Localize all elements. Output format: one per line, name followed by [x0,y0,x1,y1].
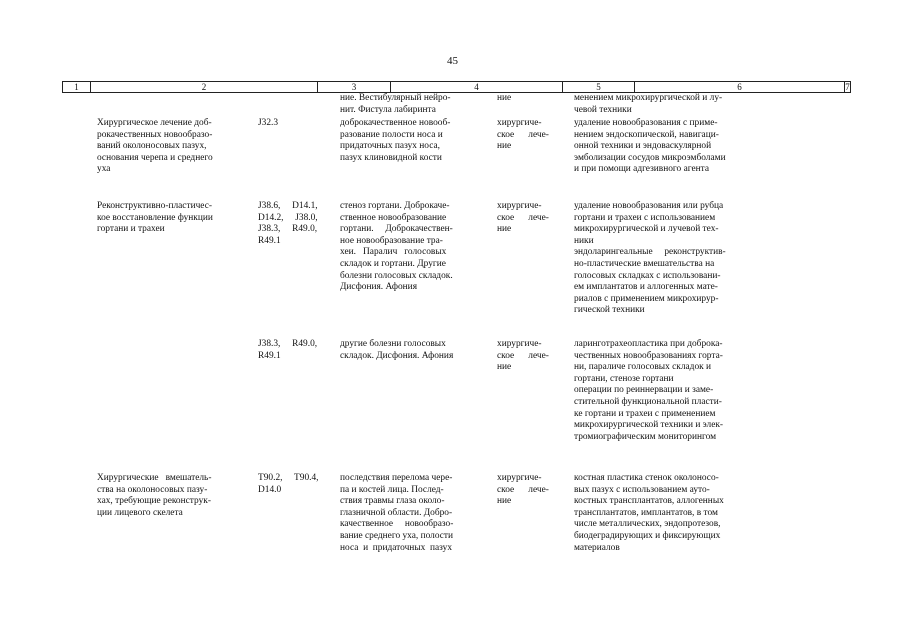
page-number: 45 [447,55,458,67]
header-cell-1: 1 [62,82,90,92]
cell-codes: J32.3 [258,118,279,128]
cell-codes: J38.3, R49.0, R49.1 [258,339,318,361]
cell-method: менением микрохирургической и лу- чевой техники [574,93,723,115]
table-header [62,81,851,93]
header-cell-7: 7 [845,82,850,92]
cell-diagnosis: доброкачественное новооб- разование полости носа и придаточных пазух носа, пазух клиновидной кости [340,118,451,163]
header-cell-2: 2 [90,82,317,92]
cell-treatment-type: хирургиче- ское лече- ние [497,473,549,507]
header-cell-4: 4 [390,82,562,92]
cell-diagnosis: ние. Вестибулярный нейро- нит. Фистула лабиринта [340,93,451,115]
header-cell-6: 6 [634,82,844,92]
cell-diagnosis: стеноз гортани. Доброкаче- ственное новообразование гортани. Доброкачествен- ное новообразование тра- хеи. Паралич голосовых складок и гортани. Другие болезни голосовых складок. Дисфония. Афония [340,201,453,293]
header-cell-3: 3 [317,82,390,92]
cell-method: ларинготрахеопластика при доброка- чественных новообразованиях горта- ни, параличе голосовых складок и гортани, стенозе гортани операции по реиннервации и замe- стительной функциональной пласти- ке гортани и трахеи с применением микрохирургической техники и элек- тромиографическим мониторингом [574,339,724,442]
cell-name: Хирургические вмешатель- ства на околоносовых пазу- хах, требующие реконструк- ции лицевого скелета [97,473,212,518]
cell-treatment-type: хирургиче- ское лече- ние [497,339,549,373]
cell-name: Реконструктивно-пластичес- кое восстановление функции гортани и трахеи [97,201,213,235]
cell-diagnosis: последствия перелома чере- па и костей лица. Послед- ствия травмы глаза околo- глазничной области. Добро- качественное новообразо- вание среднего уха, полости носа и придаточных пазух [340,473,454,553]
cell-method: костная пластика стенок околоносо- вых пазух с использованием ауто- костных трансплантатов, аллогенных трансплантатов, имплантатов, в том числе металлических, эндопротезов, биодеградирующих и фиксирующих материалов [574,473,724,553]
cell-codes: J38.6, D14.1, D14.2, J38.0, J38.3, R49.0, R49.1 [258,201,318,246]
cell-method: удаление новообразования или рубца гортани и трахеи с использованием микрохирургической и лучевой тех- ники эндоларингеальные реконструктив- но-пластические вмешательства на голосовых складках с использовани- ем имплантатов и аллогенных мате- риалов с применением микрохирур- гической техники [574,201,726,316]
header-cell-5: 5 [562,82,634,92]
cell-method: удаление новообразования с приме- нением эндоскопической, навигаци- онной техники и эндоваскулярной эмболизации сосудов микроэмболами и при помощи адгезивного агента [574,118,726,175]
cell-name: Хирургическое лечение доб- рокачественных новообразо- ваний околоносовых пазух, основания черепа и среднего уха [97,118,213,175]
cell-treatment-type: хирургиче- ское лече- ние [497,201,549,235]
cell-treatment-type: хирургиче- ское лече- ние [497,118,549,152]
cell-diagnosis: другие болезни голосовых складок. Дисфония. Афония [340,339,454,361]
cell-treatment-type: ние [497,93,512,103]
cell-codes: T90.2, T90.4, D14.0 [258,473,319,495]
